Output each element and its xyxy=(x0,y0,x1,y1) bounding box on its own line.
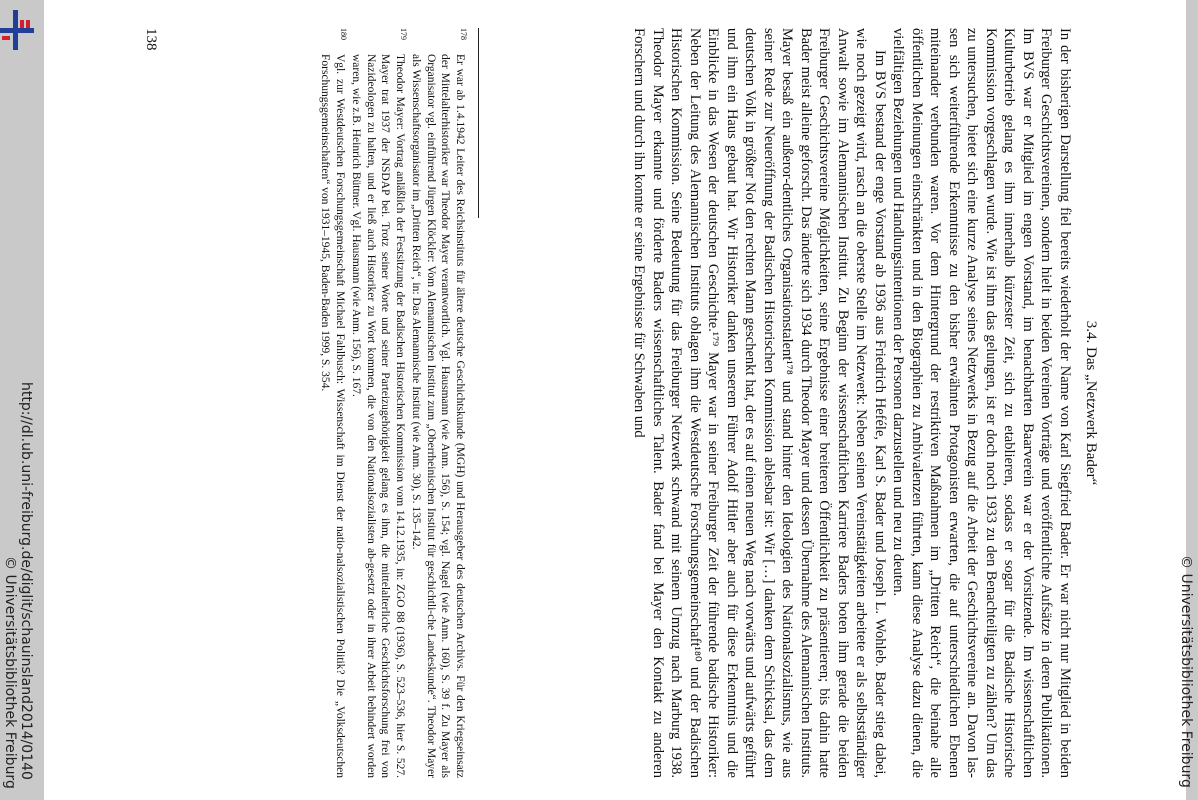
page-number: 138 xyxy=(143,28,159,51)
footnote xyxy=(318,28,347,778)
running-head: 3.4. Das „Netzwerk Bader“ xyxy=(1083,320,1099,486)
paragraph: Im BVS bestand der enge Vorstand ab 1936 aus Friedrich Heféle, Karl S. Bader und Joseph L. Wohleb. Bader stieg dabei, wie noch gezeigt wird, rasch an die oberste Stelle im Netzwerk: Neben seinen Vereinstätigkeiten arbeitete er als selbstständiger Anwalt sowie im Alemannischen Institut. Zu Beginn der wissenschaftlichen Karriere Baders boten ihm gerade die beiden Freiburger Geschichtsvereine Möglichkeiten, seine Ergebnisse einer breiteren Öffentlichkeit zu präsentieren; bis dahin hatte Bader meist alleine geforscht. Das änderte sich 1934 durch Theodor Mayer und dessen Übernahme des Alemannischen Instituts. Mayer besaß ein außeror-dentliches Organisationstalent¹⁷⁸ und stand hinter den Ideologien des Nationalsozialismus, wie aus seiner Rede zur Neueröffnung der Badischen Historischen Kommission ablesbar ist: Wir […] danken dem Schicksal, das dem deutschen Volk in größter Not den rechten Mann geschenkt hat, der es auf einen neuen Weg nach vorwärts und aufwärts geführt und ihm ein Haus gebaut hat. Wir Historiker danken unserem Führer Adolf Hitler aber auch für diese Erkenntnis und die Einblicke in das Wesen der deutschen Geschichte.¹⁷⁹ Mayer war in seiner Freiburger Zeit der führende badische Historiker: Neben der Leitung des Alemannischen Instituts oblagen ihm die Westdeutsche Forschungsgemeinschaft¹⁸⁰ und der Badischen Historischen Kommission. Seine Bedeutung für das Freiburger Netzwerk schwand mit seinem Umzug nach Marburg 1938. Theodor Mayer erkannte und förderte Baders wissenschaftliches Talent. Bader fand bei Mayer den Kontakt zu anderen Forschern und durch ihn konnte er seine Ergebnisse für Schwaben und xyxy=(631,28,888,778)
right-copyright-notice: © Universitätsbibliothek Freiburg xyxy=(1178,555,1194,788)
footnote xyxy=(409,28,467,778)
footnote-number: 179 xyxy=(399,28,408,40)
main-text xyxy=(630,28,1074,778)
footnote-text: Vgl. zur Westdeutschen Forschungsgemeinschaft Michael Fahlbusch: Wissenschaft im Dienst der natio-nalsozialistischen Politik? Die „Volksdeutschen Forschungsgemeinschaften“ von 1931–1945, Baden-Baden 1999, S. 354. xyxy=(319,54,346,778)
footnote-number: 178 xyxy=(459,28,468,40)
footnote-text: Er war ab 1.4.1942 Leiter des Reichsinstituts für ältere deutsche Geschichtskunde (MGH) und Herausgeber des deutschen Archivs. Für den Kriegseinsatz der Mittelalterhistoriker war Theodor Mayer verantwortlich. Vgl. Hausmann (wie Anm. 156), S. 154; vgl. Nagel (wie Anm. 160), S. 39 f. Zu Mayer als Organisator vgl. einführend Jürgen Klöckler: Vom Alemannischen Institut zum „Oberrheinischen Institut für geschichtli-che Landeskunde“. Theodor Mayer als Wissenschaftsorganisator im „Dritten Reich“, in: Das Alemannische Institut (wie Anm. 30), S. 135–142. xyxy=(410,54,466,778)
footnote-number: 180 xyxy=(339,28,348,40)
rotated-page-content xyxy=(119,28,1099,778)
document-url[interactable]: http://dl.ub.uni-freiburg.de/diglit/schauinsland2014/0140 xyxy=(18,382,34,780)
library-logo-icon xyxy=(0,6,36,54)
footnotes xyxy=(316,28,467,778)
footnote-separator xyxy=(478,28,479,218)
footnote-text: Theodor Mayer: Vortrag anläßlich der Festsitzung der Badischen Historischen Kommission vom 14.12.1935, in: ZGO 88 (1936), S. 523–536, hier S. 527. Mayer trat 1937 der NSDAP bei. Trotz seiner Worte und seiner Parteizugehörigkeit gelang es ihm, die mittelalterliche Geschichtsforschung frei von Nazideologen zu halten, und er ließ auch Historiker zu Wort kommen, die von den Nationalsozialisten ab-gesetzt oder in ihrer Arbeit behindert worden waren, wie z.B. Heinrich Büttner. Vgl. Hausmann (wie Anm. 156), S. 167. xyxy=(350,54,406,778)
footnote xyxy=(349,28,407,778)
document-page xyxy=(44,0,1186,800)
paragraph: In der bisherigen Darstellung fiel bereits wiederholt der Name von Karl Siegfried Bader. Er war nicht nur Mitglied in beiden Freiburger Geschichtsvereinen, sondern hielt in beiden Vereinen Vorträge und veröffentlichte Aufsätze in deren Publikationen. Im BVS war er Mitglied im engen Vorstand, im benachbarten Baarverein war er der Vorsitzende. Im wissenschaftlichen Kulturbetrieb gelang es ihm innerhalb kürzester Zeit, sich zu etablieren, sodass er sogar für die Badische Historische Kommission vorgeschlagen wurde. Wie ist ihm das gelungen, ist er doch noch 1933 zu den Benachteiligten zu zählen? Um das zu untersuchen, bietet sich eine kurze Analyse seines Netzwerks in Bezug auf die Arbeit der Geschichtsvereine an. Davon las-sen sich weiterführende Erkenntnisse zu den bisher erwähnten Protagonisten erwarten, die auf unterschiedlichen Ebenen miteinander verbunden waren. Vor dem Hintergrund der restriktiven Maßnahmen im „Dritten Reich“, die beinahe alle öffentlichen Meinungen einschränkten und in den Biographien zu Ambivalenzen führten, kann diese Analyse dazu dienen, die vielfältigen Beziehungen und Handlungsintentionen der Personen darzustellen und neu zu deuten. xyxy=(890,28,1073,778)
copyright-notice: © Universitätsbibliothek Freiburg xyxy=(2,556,18,789)
